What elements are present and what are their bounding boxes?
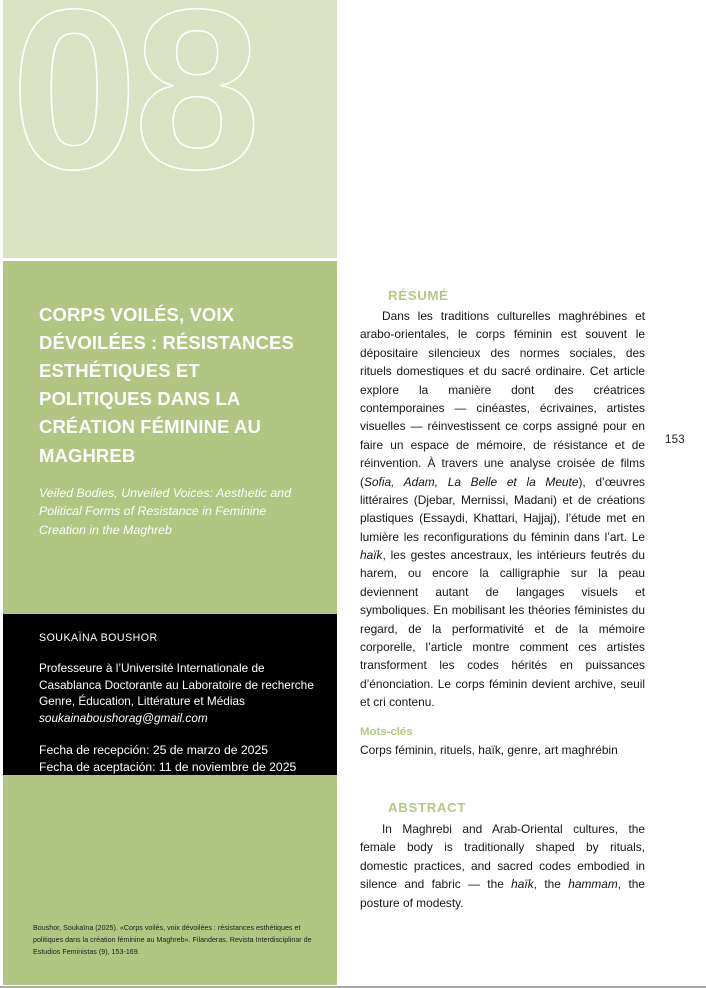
resume-heading: RÉSUMÉ: [388, 288, 449, 303]
keywords-section: [360, 726, 645, 760]
abstract-text-body: In Maghrebi and Arab-Oriental cultures, the female body is traditionally shaped by rituals, domestic practices, and sacred codes embodied in silence and fabric — the haïk, the hammam, the posture of modesty.: [360, 822, 645, 910]
author-name: SOUKAÏNA BOUSHOR: [39, 632, 158, 644]
citation-panel: [3, 775, 337, 985]
issue-number-panel: [3, 0, 337, 258]
issue-number: 08: [11, 0, 257, 217]
page-number: 153: [665, 434, 685, 446]
abstract-heading: ABSTRACT: [388, 800, 467, 815]
resume-section: [360, 288, 645, 712]
resume-text: [360, 307, 645, 712]
left-column: [3, 0, 337, 985]
article-title: CORPS VOILÉS, VOIX DÉVOILÉES : RÉSISTANCES ESTHÉTIQUES ET POLITIQUES DANS LA CRÉATION FÉMININE AU MAGHREB: [39, 304, 294, 466]
abstract-text: [360, 820, 645, 912]
author-affiliation: Professeure à l’Université Internationale de Casablanca Doctorante au Laboratoire de recherche Genre, Éducation, Littérature et Médias: [39, 660, 314, 709]
author-email: soukainaboushorag@gmail.com: [39, 711, 208, 726]
keywords-list: Corps féminin, rituels, haïk, genre, art maghrébin: [360, 743, 618, 757]
date-accepted: Fecha de aceptación: 11 de noviembre de 2025: [39, 760, 297, 775]
keywords-heading: Mots-clés: [360, 726, 413, 738]
abstract-section: [360, 800, 645, 912]
resume-text-body: Dans les traditions culturelles maghrébines et arabo-orientales, le corps féminin est souvent le dépositaire silencieux des normes sociales, des rituels domestiques et du sacré ordinaire. Cet article explore la manière dont des créatrices contemporaines — cinéastes, écrivaines, artistes visuelles — réinvestissent ce corps assigné pour en faire un espace de mémoire, de résistance et de réinvention. À travers une analyse croisée de films (Sofia, Adam, La Belle et la Meute), d’œuvres littéraires (Djebar, Mernissi, Madani) et de créations plastiques (Essaydi, Khattari, Hajjaj), l’étude met en lumière les reconfigurations du féminin dans l’art. Le haïk, les gestes ancestraux, les intérieurs feutrés du harem, ou encore la calligraphie sur la peau deviennent autant de langages visuels et symboliques. En mobilisant les théories féministes du regard, de la performativité et de la mémoire corporelle, l’article montre comment ces artistes transforment les codes hérités en puissances d’énonciation. Le corps féminin devient archive, seuil et cri contenu.: [360, 309, 645, 710]
right-column: [360, 0, 645, 985]
title-panel: [3, 261, 337, 614]
citation-text: Boushor, Soukaïna (2025). «Corps voilés, voix dévoilées : résistances esthétiques et politiques dans la création féminine au Maghreb». Filanderas. Revista Interdisciplinar de Estudios Feministas (9), 153-169.: [33, 924, 312, 957]
date-received: Fecha de recepción: 25 de marzo de 2025: [39, 742, 269, 757]
article-subtitle: Veiled Bodies, Unveiled Voices: Aesthetic and Political Forms of Resistance in Feminine Creation in the Maghreb: [39, 485, 292, 537]
author-panel: [3, 614, 337, 775]
